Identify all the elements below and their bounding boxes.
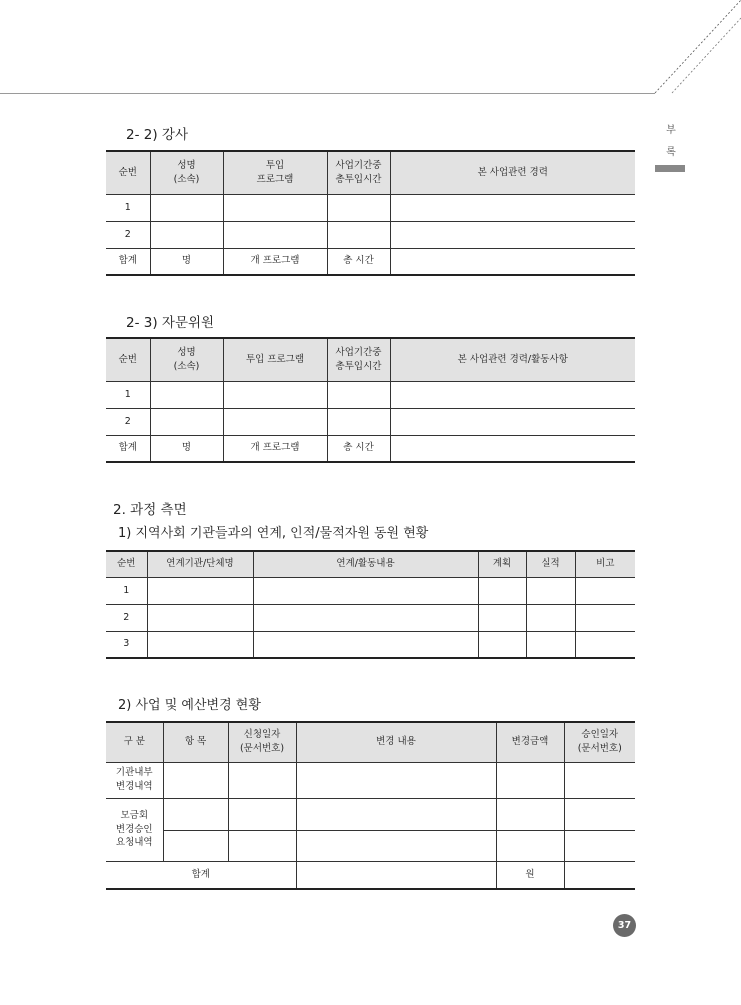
activity-cell[interactable] <box>253 577 478 604</box>
total-approval-cell[interactable] <box>564 861 635 889</box>
side-tab-char-2: 록 <box>666 147 676 158</box>
row-number: 1 <box>106 381 150 408</box>
header-career-activity: 본 사업관련 경력/활동사항 <box>390 338 635 381</box>
header-result: 실적 <box>526 551 575 577</box>
header-organization: 연계기관/단체명 <box>147 551 253 577</box>
total-label: 합계 <box>106 435 150 462</box>
name-cell[interactable] <box>150 381 223 408</box>
plan-cell[interactable] <box>478 604 526 631</box>
instructors-heading: 2- 2) 강사 <box>126 127 188 143</box>
budget-change-heading: 2) 사업 및 예산변경 현황 <box>118 698 261 713</box>
plan-cell[interactable] <box>478 631 526 658</box>
approval-request-row <box>106 830 635 861</box>
remarks-cell[interactable] <box>575 577 635 604</box>
result-cell[interactable] <box>526 631 575 658</box>
row-number: 1 <box>106 577 147 604</box>
total-people: 명 <box>150 435 223 462</box>
item-cell[interactable] <box>163 798 228 830</box>
header-activity: 연계/활동내용 <box>253 551 478 577</box>
request-date-cell[interactable] <box>228 762 296 798</box>
appendix-side-tab <box>657 120 685 164</box>
header-hours: 사업기간중 총투입시간 <box>327 338 390 381</box>
header-hours: 사업기간중 총투입시간 <box>327 151 390 194</box>
internal-change-row <box>106 762 635 798</box>
total-hours: 총 시간 <box>327 435 390 462</box>
hours-cell[interactable] <box>327 221 390 248</box>
table-row <box>106 577 635 604</box>
organization-cell[interactable] <box>147 604 253 631</box>
linkage-header-row <box>106 551 635 577</box>
activity-cell[interactable] <box>253 631 478 658</box>
process-heading: 2. 과정 측면 <box>113 502 187 518</box>
total-content-cell[interactable] <box>296 861 496 889</box>
program-cell[interactable] <box>223 221 327 248</box>
table-row <box>106 221 635 248</box>
change-content-cell[interactable] <box>296 762 496 798</box>
name-cell[interactable] <box>150 221 223 248</box>
advisors-table <box>106 337 635 463</box>
instructors-table <box>106 150 635 276</box>
program-cell[interactable] <box>223 381 327 408</box>
total-hours: 총 시간 <box>327 248 390 275</box>
hours-cell[interactable] <box>327 381 390 408</box>
advisors-header-row <box>106 338 635 381</box>
approval-request-row <box>106 798 635 830</box>
career-cell[interactable] <box>390 408 635 435</box>
header-request-date: 신청일자 (문서번호) <box>228 722 296 762</box>
row-number: 2 <box>106 604 147 631</box>
remarks-cell[interactable] <box>575 604 635 631</box>
header-change-amount: 변경금액 <box>496 722 564 762</box>
table-row <box>106 381 635 408</box>
change-amount-cell[interactable] <box>496 762 564 798</box>
row-number: 1 <box>106 194 150 221</box>
program-cell[interactable] <box>223 408 327 435</box>
total-programs: 개 프로그램 <box>223 435 327 462</box>
linkage-subheading: 1) 지역사회 기관들과의 연계, 인적/물적자원 동원 현황 <box>118 526 429 541</box>
career-cell[interactable] <box>390 221 635 248</box>
table-row <box>106 631 635 658</box>
header-change-content: 변경 내용 <box>296 722 496 762</box>
change-amount-cell[interactable] <box>496 798 564 830</box>
header-approval-date: 승인일자 (문서번호) <box>564 722 635 762</box>
row-number: 2 <box>106 221 150 248</box>
request-date-cell[interactable] <box>228 830 296 861</box>
header-no: 순번 <box>106 551 147 577</box>
budget-change-table <box>106 721 635 890</box>
row-number: 3 <box>106 631 147 658</box>
item-cell[interactable] <box>163 830 228 861</box>
remarks-cell[interactable] <box>575 631 635 658</box>
table-row <box>106 194 635 221</box>
header-name: 성명 (소속) <box>150 151 223 194</box>
linkage-table <box>106 550 635 659</box>
hours-cell[interactable] <box>327 194 390 221</box>
total-programs: 개 프로그램 <box>223 248 327 275</box>
budget-header-row <box>106 722 635 762</box>
result-cell[interactable] <box>526 577 575 604</box>
total-career-cell[interactable] <box>390 435 635 462</box>
result-cell[interactable] <box>526 604 575 631</box>
total-row <box>106 248 635 275</box>
career-cell[interactable] <box>390 381 635 408</box>
instructors-header-row <box>106 151 635 194</box>
header-no: 순번 <box>106 151 150 194</box>
name-cell[interactable] <box>150 408 223 435</box>
budget-total-label: 합계 <box>106 861 296 889</box>
approval-date-cell[interactable] <box>564 798 635 830</box>
approval-request-label: 모금회 변경승인 요청내역 <box>106 798 163 861</box>
header-name: 성명 (소속) <box>150 338 223 381</box>
hours-cell[interactable] <box>327 408 390 435</box>
organization-cell[interactable] <box>147 631 253 658</box>
change-content-cell[interactable] <box>296 830 496 861</box>
plan-cell[interactable] <box>478 577 526 604</box>
career-cell[interactable] <box>390 194 635 221</box>
program-cell[interactable] <box>223 194 327 221</box>
header-category: 구 분 <box>106 722 163 762</box>
header-no: 순번 <box>106 338 150 381</box>
item-cell[interactable] <box>163 762 228 798</box>
header-program: 투입 프로그램 <box>223 151 327 194</box>
row-number: 2 <box>106 408 150 435</box>
advisors-heading: 2- 3) 자문위원 <box>126 315 215 331</box>
budget-total-row <box>106 861 635 889</box>
approval-date-cell[interactable] <box>564 762 635 798</box>
organization-cell[interactable] <box>147 577 253 604</box>
name-cell[interactable] <box>150 194 223 221</box>
activity-cell[interactable] <box>253 604 478 631</box>
header-plan: 계획 <box>478 551 526 577</box>
approval-date-cell[interactable] <box>564 830 635 861</box>
total-career-cell[interactable] <box>390 248 635 275</box>
request-date-cell[interactable] <box>228 798 296 830</box>
table-row <box>106 408 635 435</box>
header-item: 항 목 <box>163 722 228 762</box>
total-currency: 원 <box>496 861 564 889</box>
change-amount-cell[interactable] <box>496 830 564 861</box>
total-people: 명 <box>150 248 223 275</box>
header-remarks: 비고 <box>575 551 635 577</box>
header-program: 투입 프로그램 <box>223 338 327 381</box>
total-label: 합계 <box>106 248 150 275</box>
page-number-badge: 37 <box>613 914 636 937</box>
side-tab-bar <box>655 165 685 172</box>
header-career: 본 사업관련 경력 <box>390 151 635 194</box>
internal-change-label: 기관내부 변경내역 <box>106 762 163 798</box>
total-row <box>106 435 635 462</box>
side-tab-char-1: 부 <box>666 125 676 136</box>
header-diagonal-decoration <box>0 0 741 100</box>
table-row <box>106 604 635 631</box>
change-content-cell[interactable] <box>296 798 496 830</box>
